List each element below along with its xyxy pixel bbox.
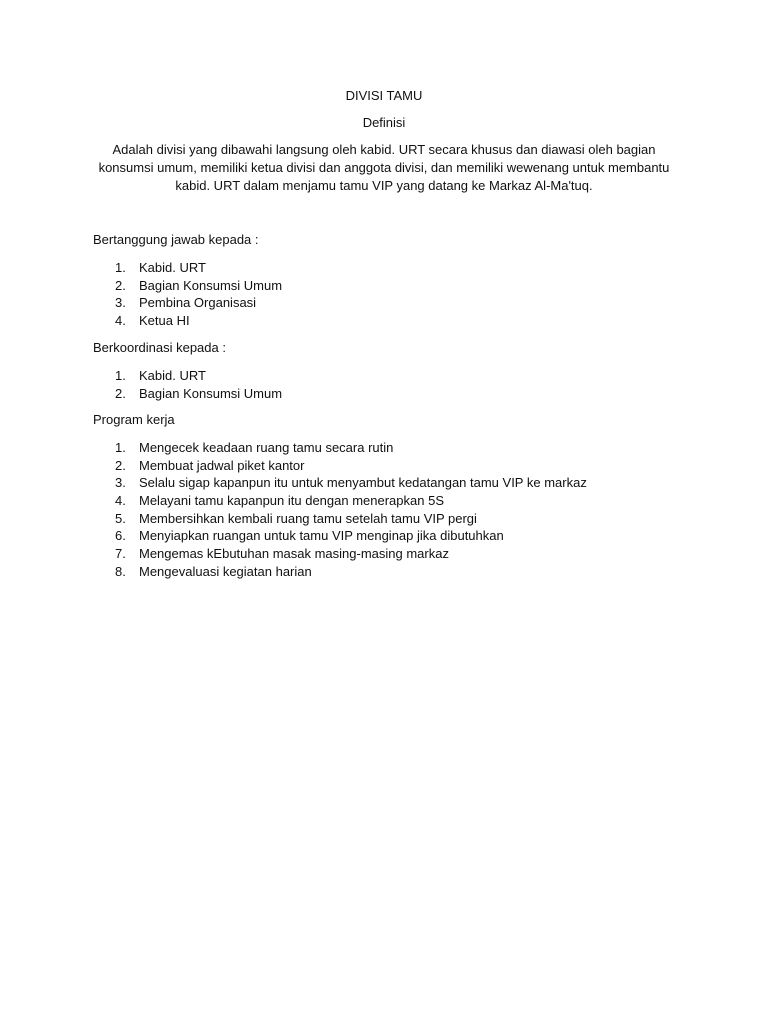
list-item-text: Membuat jadwal piket kantor [139, 457, 305, 473]
list-item-text: Ketua HI [139, 313, 190, 329]
list-item-text: Selalu sigap kapanpun itu untuk menyambut kedatangan tamu VIP ke markaz [139, 475, 587, 491]
list-item-text: Bagian Konsumsi Umum [139, 277, 283, 293]
list-item-number: 8. [115, 563, 126, 579]
section-heading-responsible-to: Bertanggung jawab kepada : [93, 232, 259, 247]
list-item-text: Mengecek keadaan ruang tamu secara rutin [139, 440, 394, 455]
list-item-text: Mengemas kEbutuhan masak masing-masing markaz [139, 546, 449, 562]
section-heading-coordinate-with: Berkoordinasi kepada : [93, 340, 226, 355]
list-item-number: 2. [115, 457, 126, 473]
list-item-number: 3. [115, 295, 126, 311]
list-item-text: Kabid. URT [139, 368, 206, 383]
list-item-text: Membersihkan kembali ruang tamu setelah tamu VIP pergi [139, 510, 477, 526]
list-item-number: 1. [115, 260, 126, 275]
list-item-text: Menyiapkan ruangan untuk tamu VIP menginap jika dibutuhkan [139, 528, 504, 544]
list-item-number: 4. [115, 493, 126, 509]
list-item-number: 2. [115, 385, 126, 401]
list-item-number: 2. [115, 277, 126, 293]
list-item-number: 5. [115, 510, 126, 526]
list-item-text: Mengevaluasi kegiatan harian [139, 563, 312, 579]
list-item-text: Bagian Konsumsi Umum [139, 385, 283, 401]
section-heading-work-program: Program kerja [93, 412, 175, 427]
list-item-text: Kabid. URT [139, 260, 206, 275]
list-item-text: Melayani tamu kapanpun itu dengan menerapkan 5S [139, 493, 444, 509]
list-item-number: 1. [115, 440, 126, 455]
list-item-number: 1. [115, 368, 126, 383]
list-item-number: 7. [115, 546, 126, 562]
definition-paragraph: Adalah divisi yang dibawahi langsung oleh kabid. URT secara khusus dan diawasi oleh bagian konsumsi umum, memiliki ketua divisi dan anggota divisi, dan memiliki wewenang untuk membantu kabid. URT dalam menjamu tamu VIP yang datang ke Markaz Al-Ma'tuq. [98, 142, 670, 193]
document-title: DIVISI TAMU [345, 88, 423, 103]
list-item-number: 6. [115, 528, 126, 544]
list-item-number: 4. [115, 313, 126, 329]
document-subtitle: Definisi [362, 115, 406, 130]
list-item-number: 3. [115, 475, 126, 491]
list-item-text: Pembina Organisasi [139, 295, 257, 311]
